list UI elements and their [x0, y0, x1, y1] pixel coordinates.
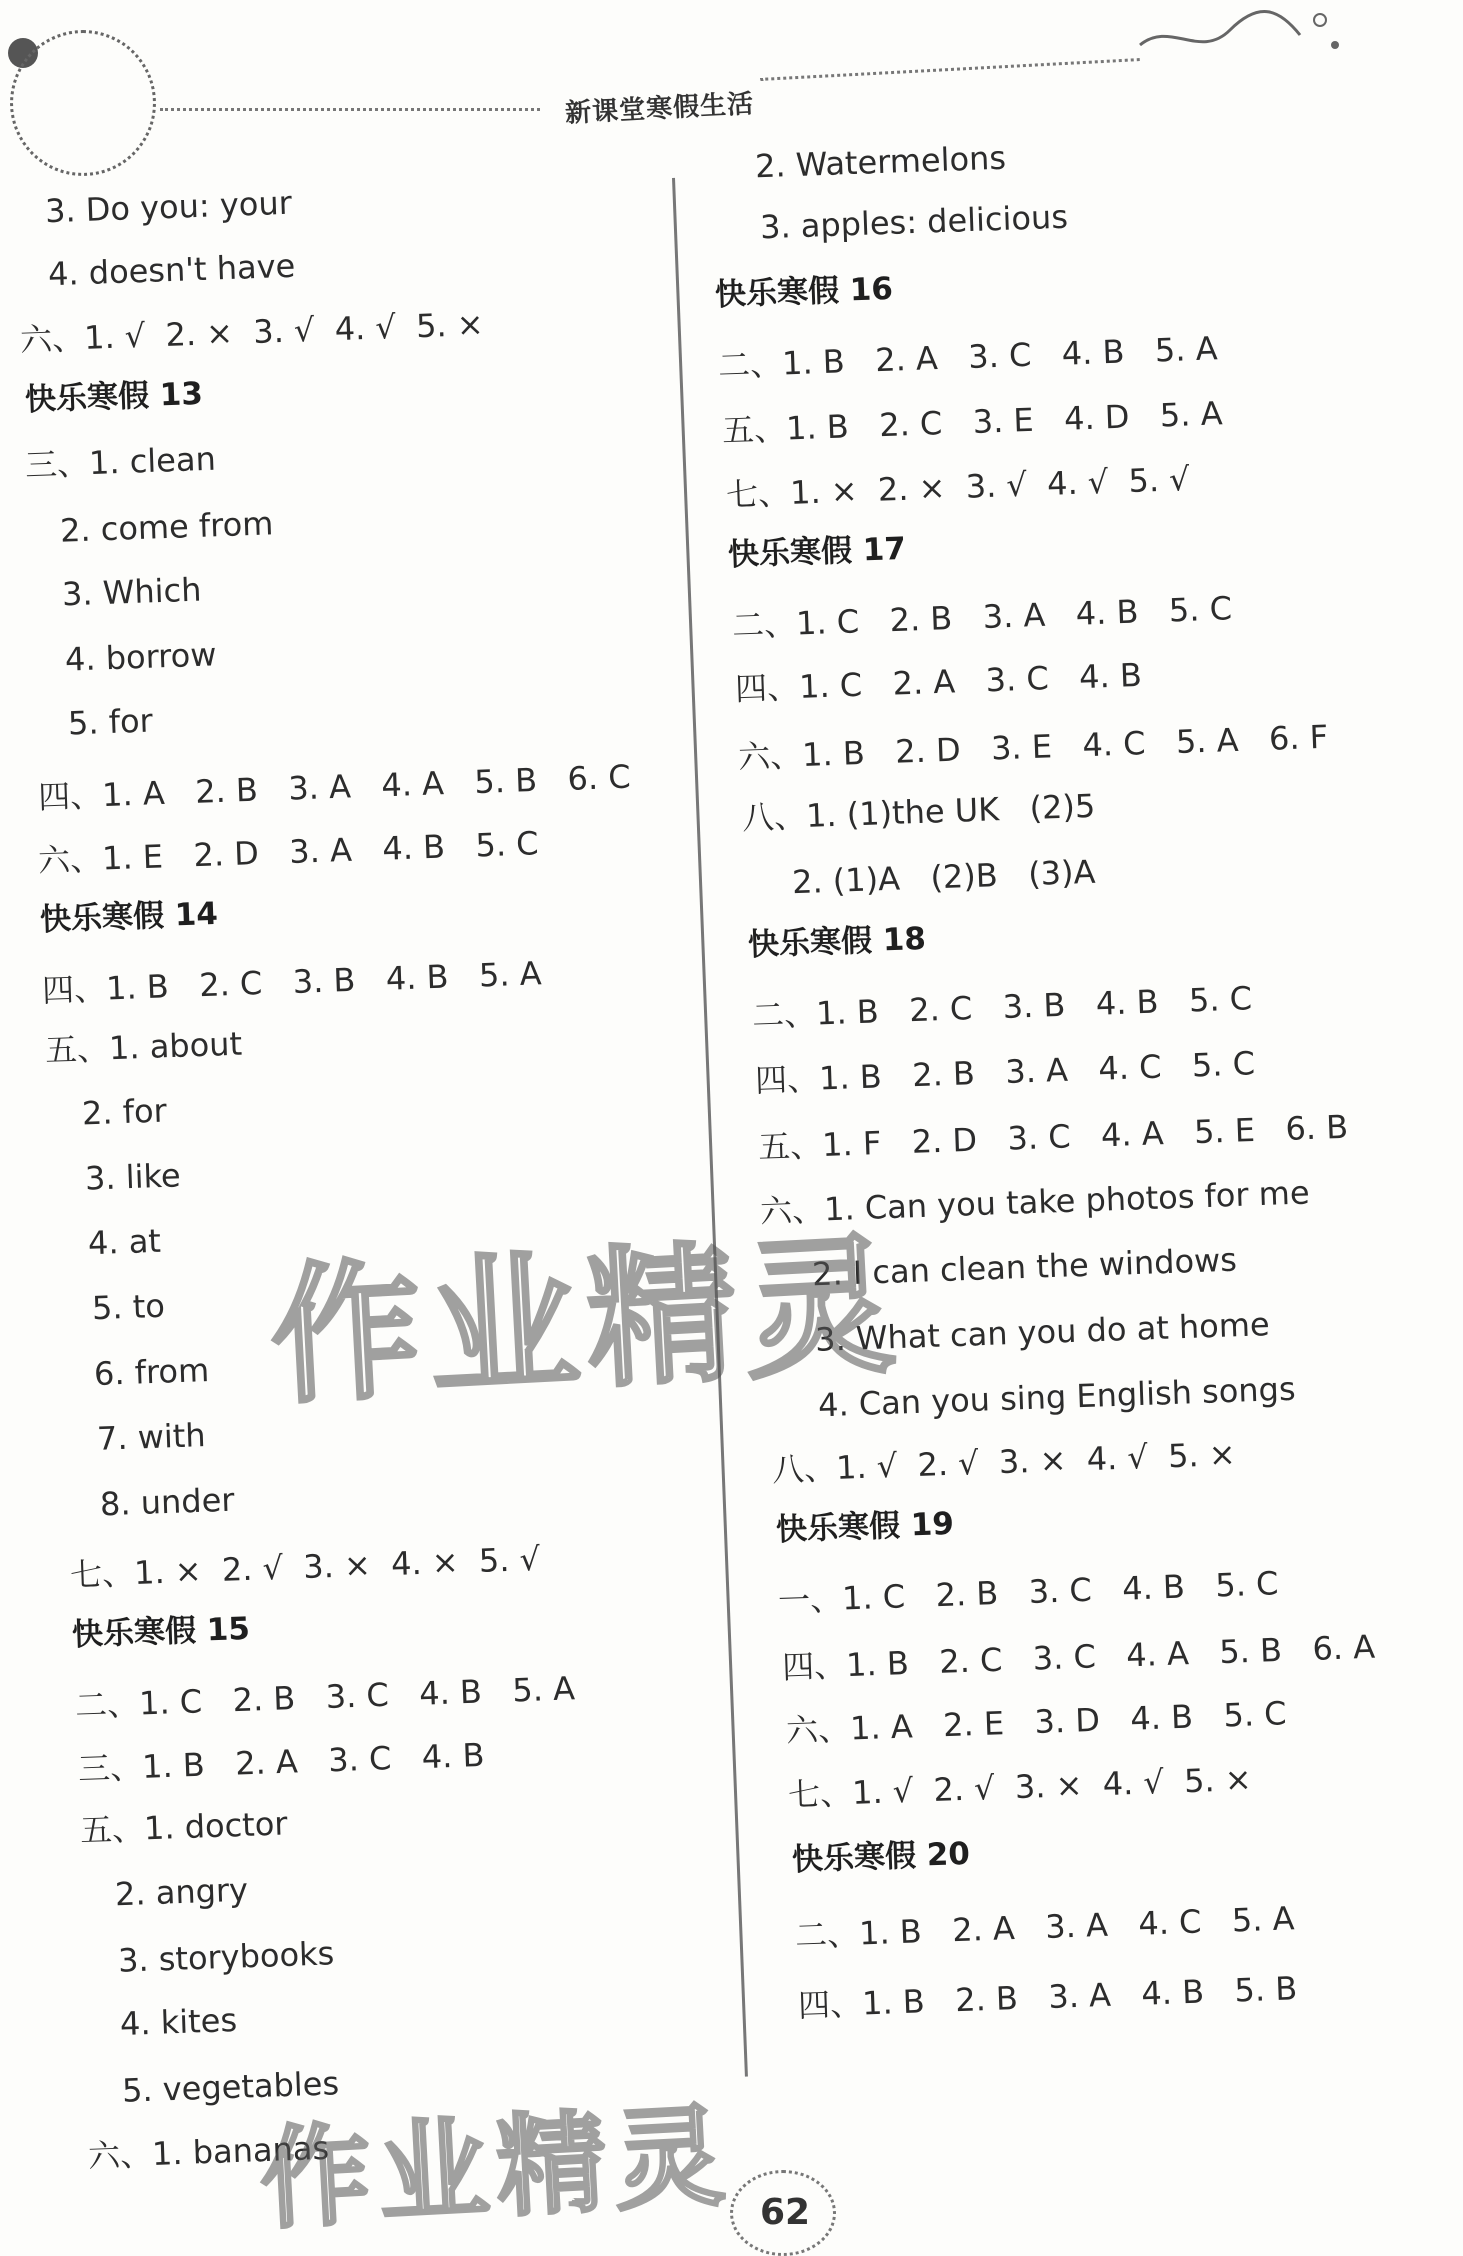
left-section-heading: 快乐寒假 14 — [39, 895, 219, 939]
header-swirl-ornament — [1130, 0, 1350, 90]
header-dotted-line-left — [160, 108, 540, 111]
right-section-heading: 快乐寒假 16 — [714, 270, 894, 314]
column-divider — [672, 178, 748, 2077]
header-dotted-line-right — [760, 58, 1140, 81]
right-answer-line: 四、1. B 2. B 3. A 4. B 5. B — [797, 1969, 1298, 2025]
right-answer-line: 八、1. √ 2. √ 3. × 4. √ 5. × — [771, 1434, 1237, 1490]
left-answer-line: 3. Do you: your — [44, 183, 293, 231]
right-answer-line: 六、1. Can you take photos for me — [759, 1173, 1311, 1231]
right-answer-line: 七、1. × 2. × 3. √ 4. √ 5. √ — [725, 459, 1191, 515]
right-section-heading: 快乐寒假 19 — [775, 1505, 955, 1549]
left-answer-line: 2. angry — [114, 1870, 249, 1914]
left-answer-line: 四、1. B 2. C 3. B 4. B 5. A — [41, 954, 543, 1010]
left-answer-line: 六、1. bananas — [87, 2128, 330, 2176]
right-answer-line: 四、1. B 2. B 3. A 4. C 5. C — [754, 1044, 1256, 1100]
left-answer-line: 2. for — [81, 1091, 168, 1133]
left-answer-line: 二、1. C 2. B 3. C 4. B 5. A — [74, 1669, 576, 1725]
right-answer-line: 2. I can clean the windows — [811, 1240, 1238, 1294]
header-title: 新课堂寒假生活 — [564, 89, 755, 129]
left-answer-line: 4. borrow — [64, 635, 218, 679]
left-answer-line: 5. for — [67, 701, 154, 743]
right-answer-line: 五、1. B 2. C 3. E 4. D 5. A — [721, 394, 1224, 450]
right-answer-line: 二、1. B 2. A 3. C 4. B 5. A — [717, 329, 1219, 385]
right-answer-line: 2. Watermelons — [754, 138, 1007, 186]
right-answer-line: 3. apples: delicious — [759, 197, 1069, 247]
right-answer-line: 八、1. (1)the UK (2)5 — [741, 786, 1096, 838]
left-answer-line: 3. Which — [61, 570, 203, 614]
right-answer-line: 二、1. C 2. B 3. A 4. B 5. C — [731, 589, 1233, 645]
left-answer-line: 六、1. √ 2. × 3. √ 4. √ 5. × — [19, 304, 485, 360]
right-answer-line: 四、1. C 2. A 3. C 4. B — [734, 655, 1143, 709]
watermark-text: 作业精灵 — [266, 1218, 907, 1426]
left-answer-line: 3. storybooks — [117, 1934, 335, 1980]
left-section-heading: 快乐寒假 15 — [71, 1610, 251, 1654]
left-answer-line: 8. under — [99, 1480, 236, 1524]
right-answer-line: 二、1. B 2. C 3. B 4. B 5. C — [751, 979, 1253, 1035]
left-answer-line: 2. come from — [59, 504, 274, 550]
header-circle-ornament — [10, 30, 156, 176]
right-answer-line: 七、1. √ 2. √ 3. × 4. √ 5. × — [787, 1759, 1253, 1815]
right-answer-line: 3. What can you do at home — [814, 1305, 1271, 1359]
left-answer-line: 七、1. × 2. √ 3. × 4. × 5. √ — [69, 1539, 541, 1595]
left-answer-line: 五、1. doctor — [79, 1804, 289, 1850]
left-answer-line: 四、1. A 2. B 3. A 4. A 5. B 6. C — [37, 757, 632, 817]
left-answer-line: 5. to — [91, 1286, 166, 1328]
right-answer-line: 六、1. A 2. E 3. D 4. B 5. C — [785, 1694, 1288, 1750]
right-answer-line: 4. Can you sing English songs — [817, 1369, 1297, 1425]
right-answer-line: 六、1. B 2. D 3. E 4. C 5. A 6. F — [737, 717, 1329, 777]
right-section-heading: 快乐寒假 18 — [747, 920, 927, 964]
right-section-heading: 快乐寒假 20 — [791, 1835, 971, 1879]
left-answer-line: 三、1. clean — [24, 439, 217, 485]
left-answer-line: 6. from — [93, 1351, 210, 1393]
page-number: 62 — [760, 2192, 811, 2233]
left-answer-line: 4. kites — [119, 2000, 238, 2044]
right-section-heading: 快乐寒假 17 — [727, 530, 907, 574]
right-answer-line: 一、1. C 2. B 3. C 4. B 5. C — [777, 1564, 1280, 1620]
left-answer-line: 五、1. about — [44, 1024, 243, 1070]
right-answer-line: 五、1. F 2. D 3. C 4. A 5. E 6. B — [757, 1107, 1349, 1167]
right-answer-line: 四、1. B 2. C 3. C 4. A 5. B 6. A — [781, 1627, 1376, 1687]
left-section-heading: 快乐寒假 13 — [24, 375, 204, 419]
watermark-text-bottom: 作业精灵 — [257, 2091, 736, 2245]
left-answer-line: 5. vegetables — [121, 2064, 340, 2110]
left-answer-line: 7. with — [96, 1416, 207, 1458]
left-answer-line: 4. at — [87, 1221, 162, 1263]
right-answer-line: 二、1. B 2. A 3. A 4. C 5. A — [794, 1899, 1296, 1955]
right-answer-line: 2. (1)A (2)B (3)A — [791, 852, 1097, 902]
left-answer-line: 六、1. E 2. D 3. A 4. B 5. C — [37, 824, 540, 880]
left-answer-line: 三、1. B 2. A 3. C 4. B — [77, 1735, 486, 1789]
left-answer-line: 3. like — [84, 1156, 182, 1198]
left-answer-line: 4. doesn't have — [47, 246, 296, 294]
